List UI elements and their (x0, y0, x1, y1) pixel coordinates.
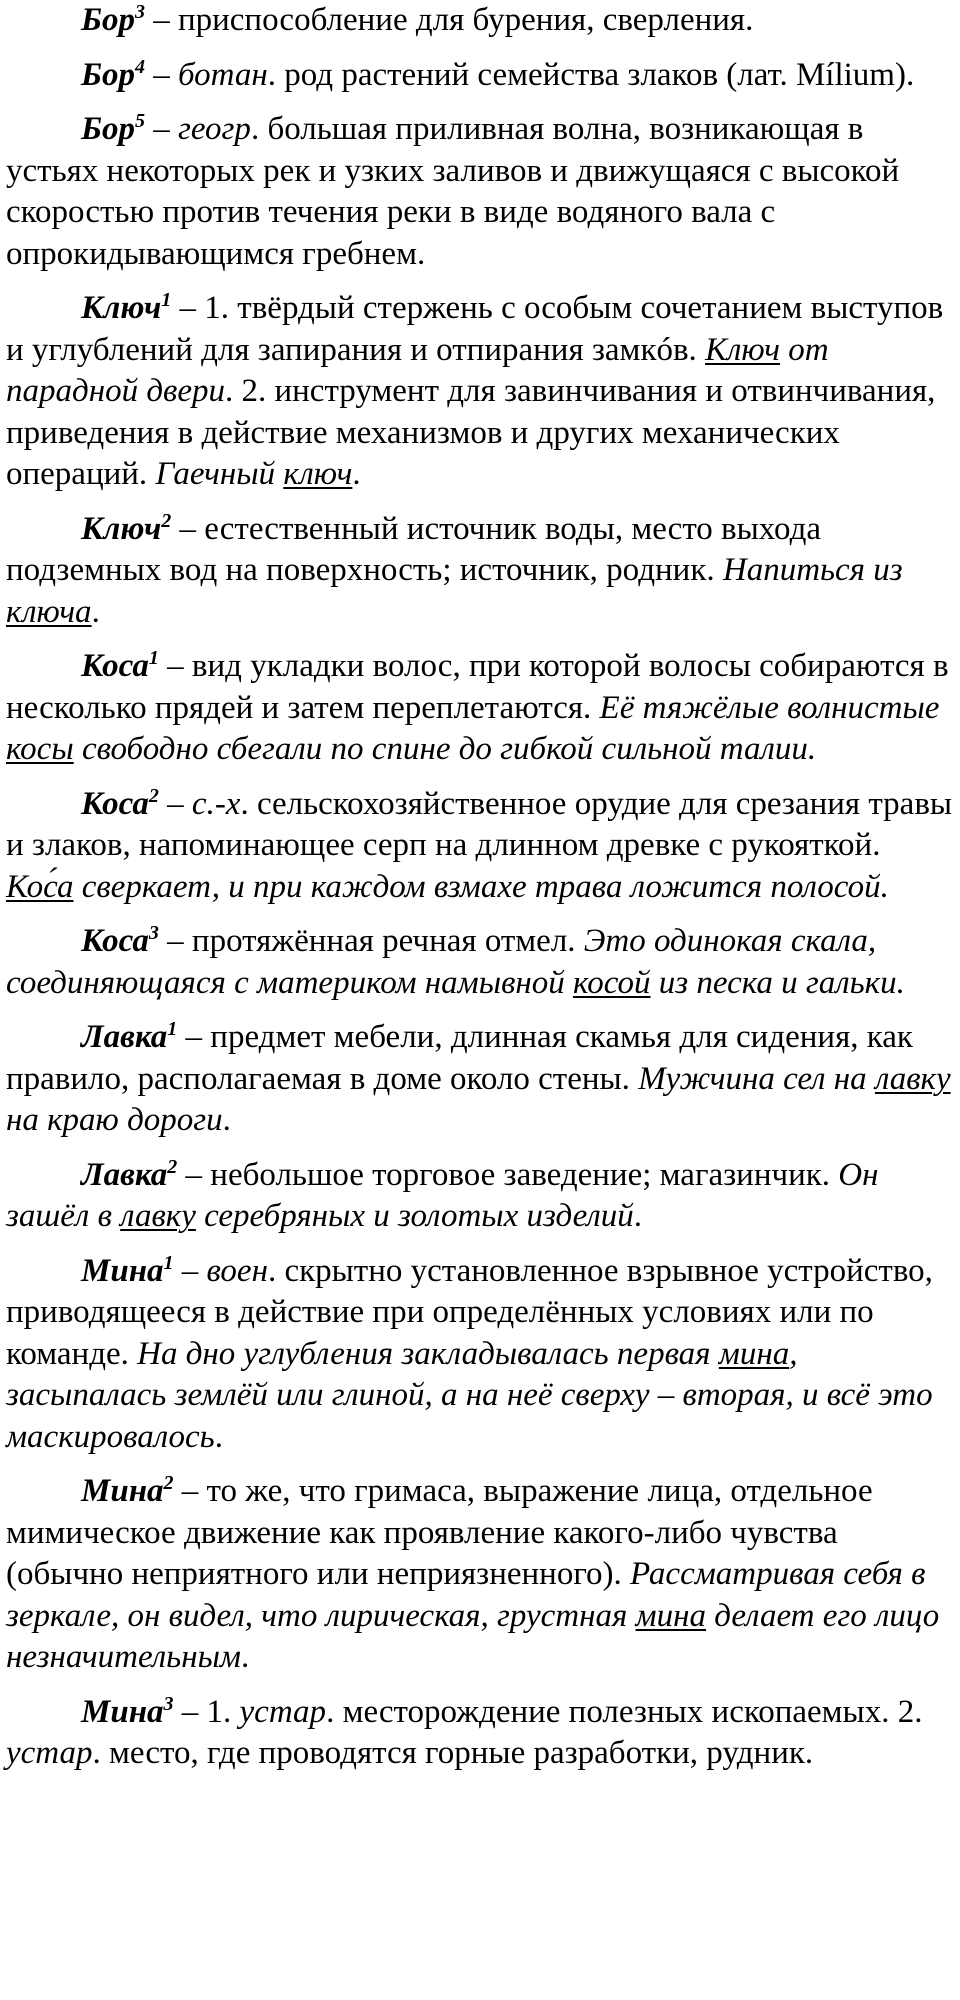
dictionary-entry (6, 1251, 954, 1459)
definition-text: – (158, 785, 192, 822)
headword (81, 1253, 174, 1289)
definition-text: . большая приливная волна, возникающая в устьях некоторых рек и узких заливов и движущаяся с высокой скоростью против течения реки в виде водяного вала с опрокидывающимся гребнем. (6, 111, 900, 272)
example-keyword: Ключ (705, 331, 780, 368)
definition-text: – приспособление для бурения, сверления. (144, 2, 754, 38)
italic-text: , засыпалась землёй или глиной, а на неё сверху – вторая, и всё это маскировалось (6, 1335, 933, 1455)
homonym-number: 4 (134, 55, 145, 78)
definition-text: – 1. (173, 1693, 240, 1730)
dictionary-entry (6, 1155, 954, 1238)
definition-text: . (214, 1418, 223, 1455)
definition-text: – протяжённая речная отмел. (158, 923, 584, 959)
example-keyword: Кос́а (6, 868, 74, 905)
homonym-number: 2 (161, 509, 172, 532)
italic-text: с.-х (191, 785, 241, 822)
italic-text: свободно сбегали по спине до гибкой сильной талии. (73, 731, 817, 767)
definition-text: – (144, 111, 178, 147)
homonym-number: 1 (161, 289, 172, 311)
italic-text: устар (6, 1735, 93, 1771)
dictionary-entry (6, 1471, 954, 1679)
dictionary-entry (6, 1692, 954, 1775)
headword-text: Бор (81, 111, 135, 147)
headword (81, 511, 171, 547)
headword-text: Лавка (81, 1019, 168, 1055)
dictionary-page (6, 0, 954, 1788)
homonym-number: 2 (167, 1155, 178, 1178)
headword (81, 1019, 177, 1055)
homonym-number: 1 (163, 1251, 174, 1274)
headword-text: Лавка (81, 1156, 168, 1193)
headword-text: Мина (81, 1693, 164, 1730)
headword (81, 2, 145, 38)
headword (81, 57, 145, 93)
italic-text: ботан (177, 56, 268, 93)
italic-text: сверкает, и при каждом взмахе трава ложится полосой. (73, 868, 889, 905)
homonym-number: 2 (148, 784, 159, 807)
homonym-number: 3 (163, 1692, 174, 1715)
italic-text: серебряных и золотых изделий (195, 1198, 634, 1234)
example-keyword: ключа (6, 593, 92, 630)
italic-text: устар (239, 1693, 327, 1730)
dictionary-entry (6, 1017, 954, 1142)
homonym-number: 1 (167, 1018, 178, 1040)
headword-text: Мина (81, 1252, 164, 1289)
headword (81, 1473, 174, 1509)
headword (81, 111, 145, 147)
homonym-number: 2 (163, 1472, 174, 1494)
definition-text: . скрытно установленное взрывное устройство, приводящееся в действие при определённых условиях или по команде. (6, 1252, 933, 1372)
italic-text: Напиться из (722, 552, 903, 588)
homonym-number: 3 (148, 922, 159, 944)
dictionary-entry (6, 288, 954, 496)
example-keyword: косы (6, 731, 74, 767)
definition-text: – (144, 56, 178, 93)
headword (81, 1157, 177, 1193)
dictionary-entry (6, 784, 954, 909)
italic-text: Рассматривая себя в зеркале, он видел, что лирическая, грустная (6, 1556, 926, 1634)
definition-text: – небольшое торговое заведение; магазинчик. (177, 1156, 839, 1193)
definition-text: . месторождение полезных ископаемых. 2. (326, 1693, 923, 1730)
headword (81, 648, 159, 684)
example-keyword: мина (635, 1597, 706, 1634)
definition-text: . (91, 593, 100, 630)
definition-text: . (222, 1102, 231, 1138)
italic-text: Гаечный (155, 456, 284, 492)
example-keyword: мина (718, 1335, 790, 1372)
example-keyword: ключ (283, 456, 353, 492)
headword-text: Коса (81, 785, 149, 822)
definition-text: – (173, 1252, 207, 1289)
homonym-number: 3 (134, 1, 145, 23)
definition-text: . сельскохозяйственное орудие для срезания травы и злаков, напоминающее серп на длинном древке с рукояткой. (6, 785, 953, 863)
headword-text: Ключ (81, 290, 162, 326)
definition-text: . род растений семейства злаков (лат. Mílium). (267, 56, 915, 93)
example-keyword: лавку (874, 1060, 951, 1097)
homonym-number: 5 (134, 110, 145, 132)
dictionary-entry (6, 509, 954, 634)
italic-text: от парадной двери (6, 331, 829, 409)
definition-text: . (240, 1639, 250, 1675)
dictionary-entry (6, 55, 954, 97)
italic-text: Это одинокая скала, соединяющаяся с материком намывной (6, 923, 877, 1001)
definition-text: – 1. твёрдый стержень с особым сочетанием выступов и углублений для запирания и отпирания замкóв. (6, 290, 944, 368)
headword-text: Мина (81, 1473, 164, 1509)
dictionary-entry (6, 109, 954, 275)
italic-text: Её тяжёлые волнистые (599, 689, 940, 726)
definition-text: – вид укладки волос, при которой волосы собираются в несколько прядей и затем переплетаются. (6, 648, 949, 726)
italic-text: на краю дороги (6, 1102, 223, 1138)
dictionary-entry (6, 0, 954, 42)
example-keyword: косой (573, 964, 651, 1001)
definition-text: . (633, 1198, 643, 1234)
headword (81, 1694, 174, 1730)
definition-text: – предмет мебели, длинная скамья для сидения, как правило, располагаемая в доме около стены. (6, 1019, 913, 1097)
italic-text: делает его лицо незначительным (6, 1597, 940, 1675)
italic-text: На дно углубления закладывалась первая (137, 1335, 719, 1372)
definition-text: – то же, что гримаса, выражение лица, отдельное мимическое движение как проявление какого-либо чувства (обычно неприятного или неприязненного). (6, 1473, 873, 1592)
italic-text: Мужчина сел на (638, 1060, 875, 1097)
headword (81, 923, 159, 959)
dictionary-entry (6, 646, 954, 771)
definition-text: . (352, 456, 361, 492)
dictionary-entry (6, 921, 954, 1004)
headword-text: Бор (81, 2, 135, 38)
headword-text: Коса (81, 923, 149, 959)
definition-text: . место, где проводятся горные разработки, рудник. (92, 1735, 814, 1771)
definition-text: . 2. инструмент для завинчивания и отвинчивания, приведения в действие механизмов и других механических операций. (6, 373, 936, 492)
headword-text: Коса (81, 648, 149, 684)
definition-text: – естественный источник воды, место выхода подземных вод на поверхность; источник, родник. (6, 510, 822, 588)
headword-text: Бор (81, 56, 135, 93)
italic-text: Он зашёл в (6, 1156, 879, 1234)
homonym-number: 1 (148, 647, 159, 669)
headword-text: Ключ (81, 510, 162, 547)
headword (81, 290, 171, 326)
headword (81, 786, 159, 822)
italic-text: воен (206, 1252, 268, 1289)
example-keyword: лавку (120, 1198, 196, 1234)
italic-text: из песка и гальки. (650, 964, 905, 1001)
italic-text: геогр (177, 111, 251, 147)
